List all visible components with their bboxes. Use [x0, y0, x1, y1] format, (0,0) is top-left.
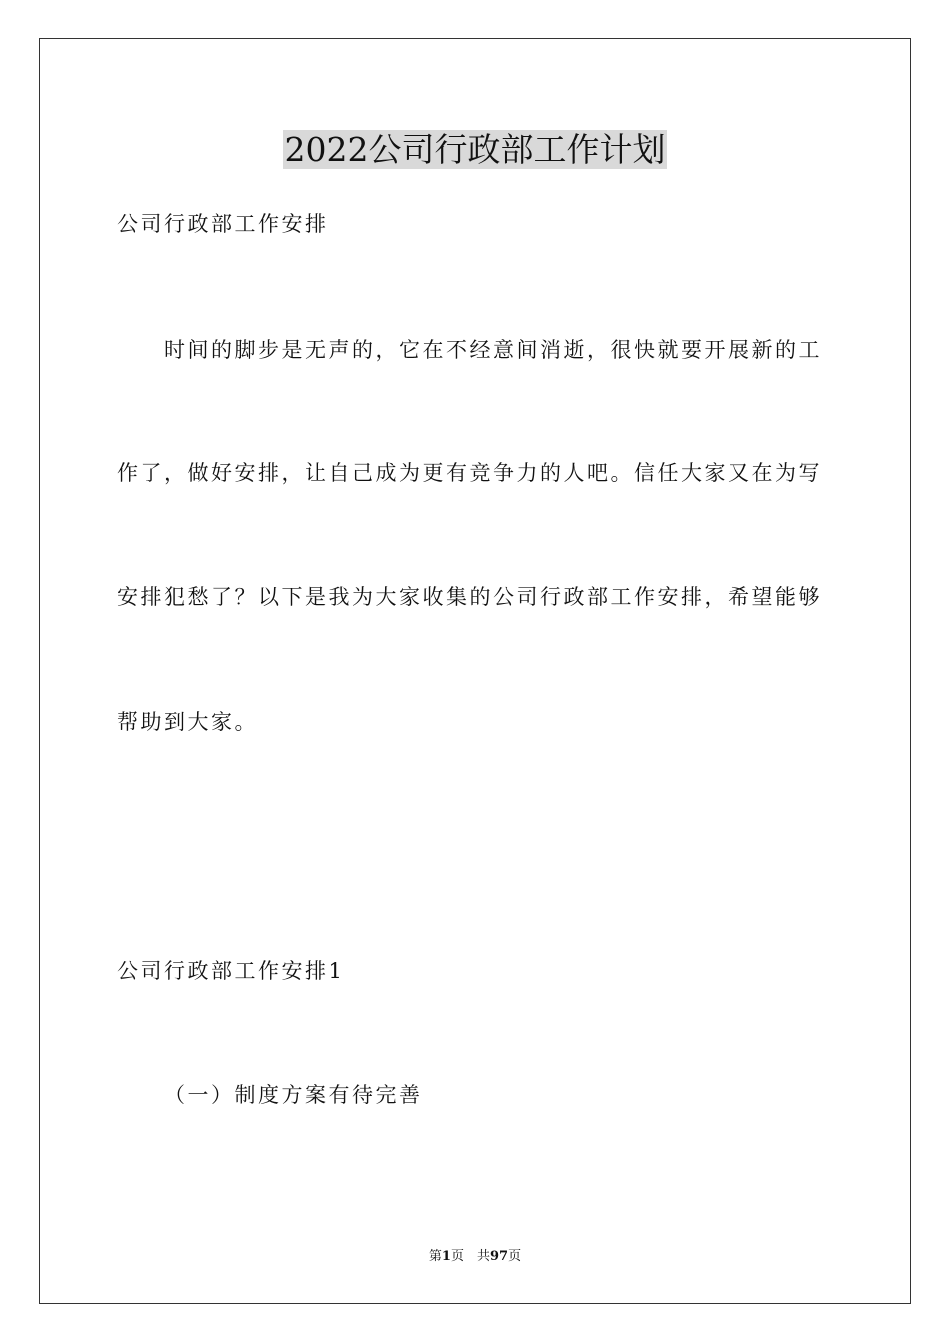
footer-total-pages: 97	[489, 1249, 509, 1264]
footer-mid: 页 共	[450, 1249, 490, 1264]
subsection-heading: （一）制度方案有待完善	[164, 1083, 423, 1107]
document-title-text: 2022公司行政部工作计划	[284, 130, 666, 169]
page-footer	[0, 1248, 950, 1266]
section-heading: 公司行政部工作安排1	[117, 959, 345, 983]
intro-line-1: 时间的脚步是无声的，它在不经意间消逝，很快就要开展新的工	[164, 338, 822, 362]
footer-suffix: 页	[508, 1249, 522, 1264]
intro-line-2: 作了，做好安排，让自己成为更有竞争力的人吧。信任大家又在为写	[117, 461, 822, 485]
intro-line-3: 安排犯愁了？以下是我为大家收集的公司行政部工作安排，希望能够	[117, 585, 822, 609]
document-title	[0, 128, 950, 172]
footer-prefix: 第	[428, 1249, 442, 1264]
footer-page-number: 1	[441, 1249, 451, 1264]
document-subtitle: 公司行政部工作安排	[117, 212, 329, 236]
intro-line-4: 帮助到大家。	[117, 710, 258, 734]
